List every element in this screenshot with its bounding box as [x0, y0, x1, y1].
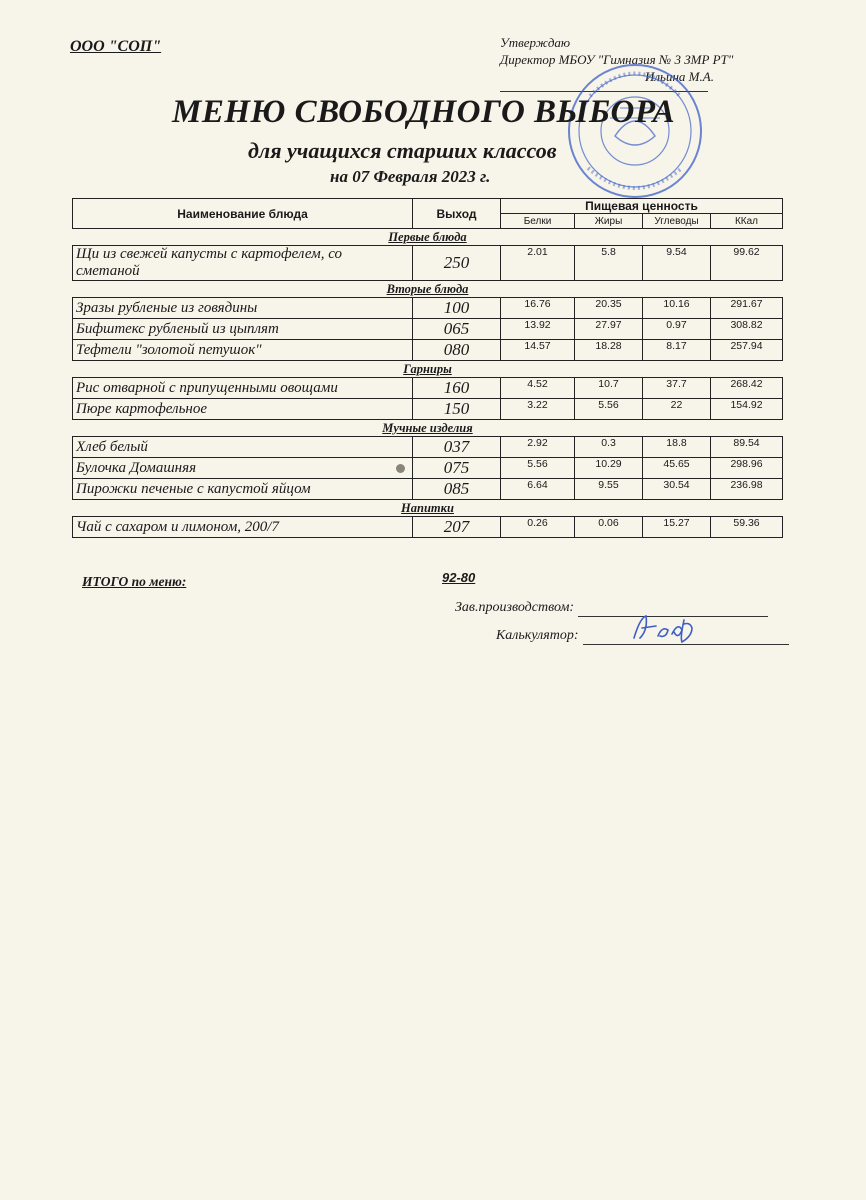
- approval-position: Директор МБОУ "Гимназия № 3 ЗМР РТ": [500, 52, 734, 67]
- dish-fats: 5.8: [575, 246, 643, 281]
- section-row: [73, 500, 783, 517]
- dish-name: Тефтели "золотой петушок": [73, 340, 413, 361]
- dish-kcal: 99.62: [711, 246, 783, 281]
- dish-fats: 27.97: [575, 319, 643, 340]
- table-row: [73, 378, 783, 399]
- dish-proteins: 2.01: [501, 246, 575, 281]
- dish-name: Зразы рубленые из говядины: [73, 298, 413, 319]
- table-row: [73, 319, 783, 340]
- section-row: [73, 229, 783, 246]
- calculator-label: Калькулятор:: [496, 628, 579, 643]
- dish-proteins: 4.52: [501, 378, 575, 399]
- dish-kcal: 236.98: [711, 479, 783, 500]
- dish-proteins: 6.64: [501, 479, 575, 500]
- table-row: [73, 479, 783, 500]
- dish-output: 100: [413, 298, 501, 319]
- table-row: [73, 458, 783, 479]
- section-title: Мучные изделия: [73, 420, 783, 437]
- dish-fats: 5.56: [575, 399, 643, 420]
- dish-proteins: 2.92: [501, 437, 575, 458]
- dish-proteins: 0.26: [501, 517, 575, 538]
- page-title: МЕНЮ СВОБОДНОГО ВЫБОРА: [172, 94, 676, 130]
- table-row: [73, 340, 783, 361]
- header-kcal: ККал: [711, 214, 783, 229]
- approval-person: Ильина М.А.: [645, 69, 714, 84]
- dish-name: Щи из свежей капусты с картофелем, со сметаной: [73, 246, 413, 281]
- dish-carbs: 45.65: [643, 458, 711, 479]
- total-value: 92-80: [442, 570, 476, 585]
- section-title: Первые блюда: [73, 229, 783, 246]
- total-label: ИТОГО по меню:: [82, 574, 187, 589]
- header-carbs: Углеводы: [643, 214, 711, 229]
- dish-carbs: 22: [643, 399, 711, 420]
- production-manager-label: Зав.производством:: [455, 600, 575, 615]
- table-row: [73, 298, 783, 319]
- paper-speck: [396, 464, 405, 473]
- menu-date: на 07 Февраля 2023 г.: [330, 167, 491, 186]
- handwritten-signature: [628, 608, 708, 648]
- dish-proteins: 14.57: [501, 340, 575, 361]
- menu-table: [72, 198, 783, 538]
- dish-carbs: 8.17: [643, 340, 711, 361]
- dish-output: 065: [413, 319, 501, 340]
- dish-name: Булочка Домашняя: [73, 458, 413, 479]
- section-title: Напитки: [73, 500, 783, 517]
- dish-name: Рис отварной с припущенными овощами: [73, 378, 413, 399]
- dish-carbs: 30.54: [643, 479, 711, 500]
- dish-fats: 20.35: [575, 298, 643, 319]
- dish-proteins: 3.22: [501, 399, 575, 420]
- header-proteins: Белки: [501, 214, 575, 229]
- dish-fats: 18.28: [575, 340, 643, 361]
- organization-name: ООО "СОП": [70, 38, 162, 55]
- dish-proteins: 13.92: [501, 319, 575, 340]
- table-row: [73, 437, 783, 458]
- approval-heading: Утверждаю: [500, 35, 571, 50]
- dish-output: 250: [413, 246, 501, 281]
- dish-output: 085: [413, 479, 501, 500]
- header-fats: Жиры: [575, 214, 643, 229]
- dish-output: 080: [413, 340, 501, 361]
- school-stamp-seal: [560, 56, 710, 206]
- header-output: Выход: [413, 199, 501, 229]
- dish-kcal: 59.36: [711, 517, 783, 538]
- dish-kcal: 291.67: [711, 298, 783, 319]
- dish-output: 160: [413, 378, 501, 399]
- section-row: [73, 361, 783, 378]
- dish-proteins: 16.76: [501, 298, 575, 319]
- dish-kcal: 257.94: [711, 340, 783, 361]
- dish-fats: 9.55: [575, 479, 643, 500]
- section-title: Вторые блюда: [73, 281, 783, 298]
- dish-fats: 0.3: [575, 437, 643, 458]
- dish-name: Бифштекс рубленый из цыплят: [73, 319, 413, 340]
- dish-kcal: 308.82: [711, 319, 783, 340]
- table-row: [73, 517, 783, 538]
- dish-output: 075: [413, 458, 501, 479]
- page-subtitle: для учащихся старших классов: [248, 138, 557, 163]
- menu-table-body: [73, 229, 783, 538]
- production-manager-signature-row: [455, 600, 768, 617]
- dish-name: Хлеб белый: [73, 437, 413, 458]
- dish-output: 037: [413, 437, 501, 458]
- dish-fats: 0.06: [575, 517, 643, 538]
- dish-carbs: 18.8: [643, 437, 711, 458]
- dish-output: 207: [413, 517, 501, 538]
- dish-proteins: 5.56: [501, 458, 575, 479]
- section-row: [73, 281, 783, 298]
- dish-output: 150: [413, 399, 501, 420]
- dish-name: Чай с сахаром и лимоном, 200/7: [73, 517, 413, 538]
- dish-kcal: 154.92: [711, 399, 783, 420]
- dish-carbs: 15.27: [643, 517, 711, 538]
- dish-kcal: 268.42: [711, 378, 783, 399]
- dish-name: Пюре картофельное: [73, 399, 413, 420]
- header-dish-name: Наименование блюда: [73, 199, 413, 229]
- dish-kcal: 89.54: [711, 437, 783, 458]
- dish-carbs: 10.16: [643, 298, 711, 319]
- section-title: Гарниры: [73, 361, 783, 378]
- dish-fats: 10.7: [575, 378, 643, 399]
- table-row: [73, 246, 783, 281]
- dish-fats: 10.29: [575, 458, 643, 479]
- dish-carbs: 37.7: [643, 378, 711, 399]
- dish-name: Пирожки печеные с капустой яйцом: [73, 479, 413, 500]
- section-row: [73, 420, 783, 437]
- dish-kcal: 298.96: [711, 458, 783, 479]
- header-nutrition: Пищевая ценность: [501, 199, 783, 214]
- dish-carbs: 9.54: [643, 246, 711, 281]
- table-row: [73, 399, 783, 420]
- dish-carbs: 0.97: [643, 319, 711, 340]
